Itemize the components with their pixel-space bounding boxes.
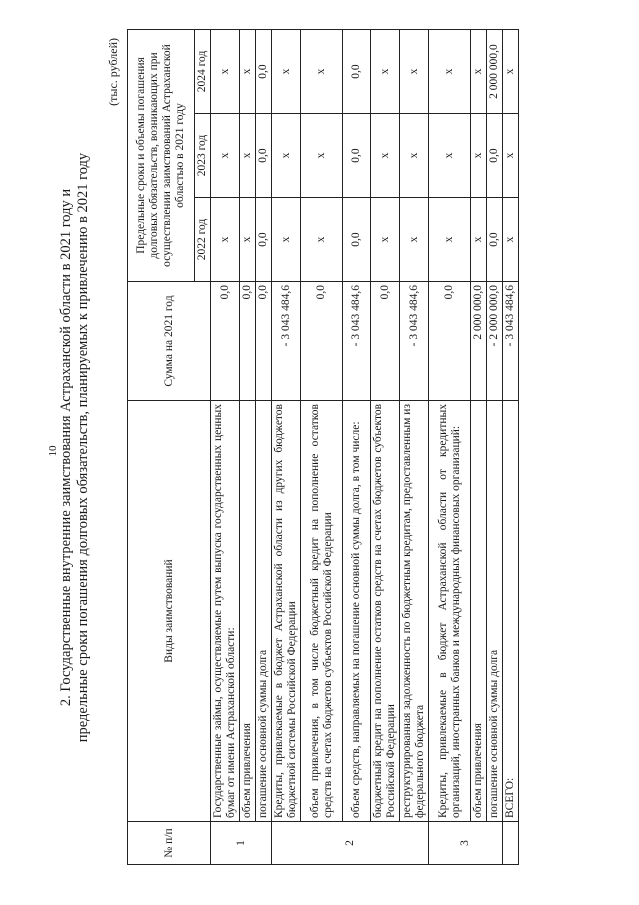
row-sum: 0,0 [256, 282, 272, 401]
header-type: Виды заимствований [128, 401, 211, 822]
header-year-2022: 2022 год [195, 198, 211, 282]
header-limits: Предельные сроки и объемы погашения долговых обязательств, возникающих при осуществлении заимствований Астраханской областью в 2021 году [128, 29, 195, 281]
row-sum: - 3 043 484,6 [343, 282, 371, 401]
row-sum: 0,0 [301, 282, 343, 401]
table-row [272, 29, 301, 864]
cell-2022: x [400, 198, 429, 282]
cell-2023: x [371, 114, 400, 198]
row-sum: 0,0 [211, 282, 240, 401]
cell-2023: 0,0 [256, 114, 272, 198]
row-label: объем привлечения, в том числе бюджетный кредит на пополнение остатков средств на счетах бюджетов субъектов Российской Федерации [301, 401, 343, 822]
row-label: объем средств, направляемых на погашение основной суммы долга, в том числе: [343, 401, 371, 822]
header-num: № п/п [128, 822, 211, 865]
table-row [240, 29, 256, 864]
row-sum: - 3 043 484,6 [400, 282, 429, 401]
table-row [256, 29, 272, 864]
row-sum: 0,0 [240, 282, 256, 401]
row-sum: 0,0 [429, 282, 471, 401]
cell-2023: 0,0 [487, 114, 503, 198]
cell-2024: x [429, 29, 471, 113]
cell-2023: 0,0 [343, 114, 371, 198]
cell-2022: x [429, 198, 471, 282]
cell-2024: x [371, 29, 400, 113]
cell-2024: x [272, 29, 301, 113]
cell-2022: x [471, 198, 487, 282]
cell-2024: x [301, 29, 343, 113]
cell-2024: x [471, 29, 487, 113]
cell-2022: x [371, 198, 400, 282]
rotated-page [0, 10, 600, 885]
row-label: Кредиты, привлекаемые в бюджет Астраханской области от кредитных организаций, иностранных банков и международных финансовых организаций: [429, 401, 471, 822]
row-label: объем привлечения [471, 401, 487, 822]
title-line-2: предельные сроки погашения долговых обязательств, планируемых к привлечению в 2021 году [75, 152, 91, 743]
row-number [503, 822, 519, 865]
page-number: 10 [47, 445, 59, 457]
table-row [301, 29, 343, 864]
table-row [211, 29, 240, 864]
cell-2022: x [301, 198, 343, 282]
cell-2023: x [400, 114, 429, 198]
table-row [343, 29, 371, 864]
cell-2022: x [503, 198, 519, 282]
cell-2023: x [211, 114, 240, 198]
cell-2023: x [301, 114, 343, 198]
cell-2023: x [240, 114, 256, 198]
row-number: 2 [272, 822, 429, 865]
row-label: ВСЕГО: [503, 401, 519, 822]
row-label: Государственные займы, осуществляемые путем выпуска государственных ценных бумаг от имени Астраханской области: [211, 401, 240, 822]
cell-2024: x [503, 29, 519, 113]
header-year-2024: 2024 год [195, 29, 211, 113]
header-sum: Сумма на 2021 год [128, 282, 211, 401]
total-row [503, 29, 519, 864]
row-label: погашение основной суммы долга [487, 401, 503, 822]
cell-2022: x [211, 198, 240, 282]
row-sum: 2 000 000,0 [471, 282, 487, 401]
row-sum: - 3 043 484,6 [272, 282, 301, 401]
cell-2022: 0,0 [487, 198, 503, 282]
cell-2022: x [240, 198, 256, 282]
cell-2024: 0,0 [343, 29, 371, 113]
title-line-1: 2. Государственные внутренние заимствования Астраханской области в 2021 году и [58, 188, 74, 707]
borrowings-table [127, 29, 519, 865]
row-label: бюджетный кредит на пополнение остатков средств на счетах бюджетов субъектов Российской Федерации [371, 401, 400, 822]
cell-2023: x [503, 114, 519, 198]
cell-2023: x [471, 114, 487, 198]
cell-2024: x [400, 29, 429, 113]
row-label: погашение основной суммы долга [256, 401, 272, 822]
table-title [58, 30, 92, 865]
table-row [400, 29, 429, 864]
table-row [471, 29, 487, 864]
cell-2022: 0,0 [256, 198, 272, 282]
unit-label: (тыс. рублей) [106, 38, 120, 106]
table-row [487, 29, 503, 864]
row-label: реструктурированная задолженность по бюджетным кредитам, предоставленным из федерального бюджета [400, 401, 429, 822]
cell-2022: 0,0 [343, 198, 371, 282]
cell-2024: x [240, 29, 256, 113]
table-row [371, 29, 400, 864]
row-sum: 0,0 [371, 282, 400, 401]
table-row [429, 29, 471, 864]
cell-2024: 0,0 [256, 29, 272, 113]
row-label: Кредиты, привлекаемые в бюджет Астраханской области из других бюджетов бюджетной системы Российской Федерации [272, 401, 301, 822]
row-label: объем привлечения [240, 401, 256, 822]
row-sum: - 2 000 000,0 [487, 282, 503, 401]
cell-2023: x [272, 114, 301, 198]
cell-2022: x [272, 198, 301, 282]
cell-2023: x [429, 114, 471, 198]
cell-2024: 2 000 000,0 [487, 29, 503, 113]
header-year-2023: 2023 год [195, 114, 211, 198]
row-sum: - 3 043 484,6 [503, 282, 519, 401]
cell-2024: x [211, 29, 240, 113]
row-number: 1 [211, 822, 272, 865]
row-number: 3 [429, 822, 503, 865]
